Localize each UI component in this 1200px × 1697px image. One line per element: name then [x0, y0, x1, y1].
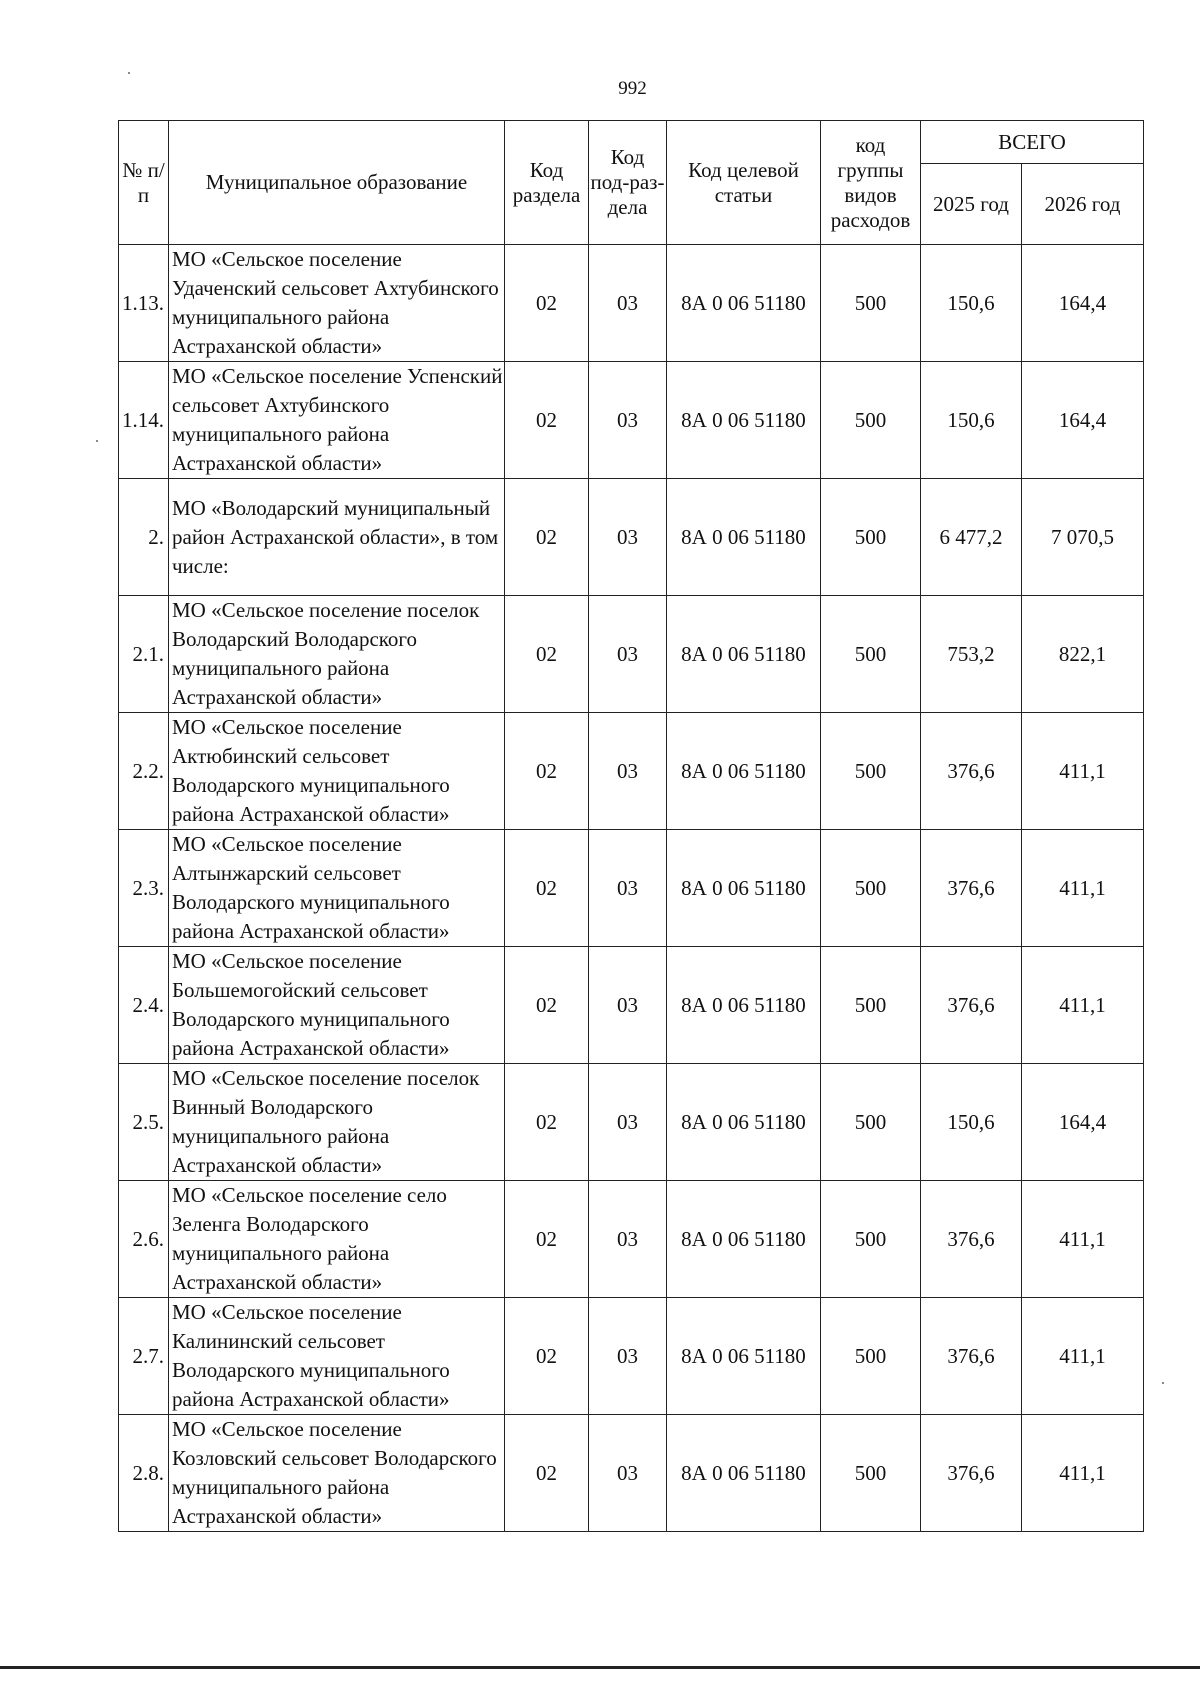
section-code: 02	[505, 947, 589, 1064]
expense-group-code: 500	[821, 245, 921, 362]
expense-group-code: 500	[821, 947, 921, 1064]
target-code: 8А 0 06 51180	[667, 830, 821, 947]
table-row	[119, 947, 1144, 1064]
target-code: 8А 0 06 51180	[667, 1181, 821, 1298]
row-number: 1.14.	[119, 362, 169, 479]
row-number: 2.4.	[119, 947, 169, 1064]
municipality-name: МО «Сельское поселение поселок Володарский Володарского муниципального района Астраханской области»	[169, 596, 505, 713]
subsection-code: 03	[589, 713, 667, 830]
scan-speck	[96, 440, 98, 442]
expense-group-code: 500	[821, 1181, 921, 1298]
value-2026: 411,1	[1022, 1181, 1144, 1298]
section-code: 02	[505, 245, 589, 362]
value-2025: 6 477,2	[921, 479, 1022, 596]
value-2026: 411,1	[1022, 713, 1144, 830]
table-row	[119, 1064, 1144, 1181]
value-2026: 7 070,5	[1022, 479, 1144, 596]
table-row	[119, 245, 1144, 362]
subsection-code: 03	[589, 1415, 667, 1532]
section-code: 02	[505, 1415, 589, 1532]
municipality-name: МО «Сельское поселение Удаченский сельсовет Ахтубинского муниципального района Астраханской области»	[169, 245, 505, 362]
value-2025: 376,6	[921, 1415, 1022, 1532]
row-number: 2.7.	[119, 1298, 169, 1415]
value-2025: 150,6	[921, 362, 1022, 479]
target-code: 8А 0 06 51180	[667, 713, 821, 830]
municipality-name: МО «Сельское поселение Большемогойский сельсовет Володарского муниципального района Астраханской области»	[169, 947, 505, 1064]
municipality-name: МО «Сельское поселение Калининский сельсовет Володарского муниципального района Астраханской области»	[169, 1298, 505, 1415]
target-code: 8А 0 06 51180	[667, 362, 821, 479]
table-row	[119, 362, 1144, 479]
target-code: 8А 0 06 51180	[667, 947, 821, 1064]
section-code: 02	[505, 479, 589, 596]
subsection-code: 03	[589, 479, 667, 596]
expense-group-code: 500	[821, 1064, 921, 1181]
value-2025: 376,6	[921, 1181, 1022, 1298]
target-code: 8А 0 06 51180	[667, 1064, 821, 1181]
value-2026: 411,1	[1022, 947, 1144, 1064]
section-code: 02	[505, 830, 589, 947]
subsection-code: 03	[589, 1064, 667, 1181]
target-code: 8А 0 06 51180	[667, 479, 821, 596]
page-number: 992	[618, 78, 647, 99]
subsection-code: 03	[589, 830, 667, 947]
row-number: 2.5.	[119, 1064, 169, 1181]
scan-speck	[128, 72, 130, 74]
municipality-name: МО «Сельское поселение Успенский сельсовет Ахтубинского муниципального района Астраханской области»	[169, 362, 505, 479]
subsection-code: 03	[589, 1298, 667, 1415]
expense-group-code: 500	[821, 830, 921, 947]
row-number: 2.	[119, 479, 169, 596]
target-code: 8А 0 06 51180	[667, 596, 821, 713]
expense-group-code: 500	[821, 1415, 921, 1532]
value-2025: 150,6	[921, 1064, 1022, 1181]
row-number: 1.13.	[119, 245, 169, 362]
row-number: 2.1.	[119, 596, 169, 713]
section-code: 02	[505, 1181, 589, 1298]
municipality-name: МО «Сельское поселение село Зеленга Володарского муниципального района Астраханской области»	[169, 1181, 505, 1298]
target-code: 8А 0 06 51180	[667, 245, 821, 362]
header-subsection: Код под-раз-дела	[589, 121, 667, 245]
expense-group-code: 500	[821, 479, 921, 596]
expense-group-code: 500	[821, 596, 921, 713]
header-name: Муниципальное образование	[169, 121, 505, 245]
scan-speck	[1162, 1382, 1164, 1384]
table-row	[119, 596, 1144, 713]
header-expense-group: код группы видов расходов	[821, 121, 921, 245]
header-total: ВСЕГО	[921, 121, 1144, 164]
row-number: 2.2.	[119, 713, 169, 830]
target-code: 8А 0 06 51180	[667, 1415, 821, 1532]
value-2025: 376,6	[921, 947, 1022, 1064]
row-number: 2.3.	[119, 830, 169, 947]
municipality-name: МО «Володарский муниципальный район Астраханской области», в том числе:	[169, 479, 505, 596]
table-row	[119, 713, 1144, 830]
section-code: 02	[505, 713, 589, 830]
target-code: 8А 0 06 51180	[667, 1298, 821, 1415]
value-2025: 376,6	[921, 1298, 1022, 1415]
municipality-name: МО «Сельское поселение Актюбинский сельсовет Володарского муниципального района Астраханской области»	[169, 713, 505, 830]
row-number: 2.6.	[119, 1181, 169, 1298]
header-target: Код целевой статьи	[667, 121, 821, 245]
value-2026: 164,4	[1022, 362, 1144, 479]
section-code: 02	[505, 1298, 589, 1415]
header-2026: 2026 год	[1022, 164, 1144, 245]
value-2025: 376,6	[921, 713, 1022, 830]
value-2026: 411,1	[1022, 1298, 1144, 1415]
table-row	[119, 1415, 1144, 1532]
value-2026: 411,1	[1022, 830, 1144, 947]
table-row	[119, 1298, 1144, 1415]
section-code: 02	[505, 596, 589, 713]
subsection-code: 03	[589, 1181, 667, 1298]
header-section: Код раздела	[505, 121, 589, 245]
value-2026: 164,4	[1022, 245, 1144, 362]
subsection-code: 03	[589, 947, 667, 1064]
header-num: № п/п	[119, 121, 169, 245]
municipality-name: МО «Сельское поселение Алтынжарский сельсовет Володарского муниципального района Астраханской области»	[169, 830, 505, 947]
value-2025: 150,6	[921, 245, 1022, 362]
subsection-code: 03	[589, 362, 667, 479]
subsection-code: 03	[589, 596, 667, 713]
table-row	[119, 1181, 1144, 1298]
municipality-name: МО «Сельское поселение поселок Винный Володарского муниципального района Астраханской области»	[169, 1064, 505, 1181]
budget-table	[118, 120, 1144, 1532]
expense-group-code: 500	[821, 713, 921, 830]
value-2025: 376,6	[921, 830, 1022, 947]
section-code: 02	[505, 1064, 589, 1181]
expense-group-code: 500	[821, 362, 921, 479]
section-code: 02	[505, 362, 589, 479]
value-2026: 822,1	[1022, 596, 1144, 713]
subsection-code: 03	[589, 245, 667, 362]
row-number: 2.8.	[119, 1415, 169, 1532]
value-2026: 411,1	[1022, 1415, 1144, 1532]
expense-group-code: 500	[821, 1298, 921, 1415]
header-2025: 2025 год	[921, 164, 1022, 245]
municipality-name: МО «Сельское поселение Козловский сельсовет Володарского муниципального района Астраханской области»	[169, 1415, 505, 1532]
value-2026: 164,4	[1022, 1064, 1144, 1181]
table-row	[119, 479, 1144, 596]
bottom-rule	[0, 1666, 1200, 1669]
table-row	[119, 830, 1144, 947]
value-2025: 753,2	[921, 596, 1022, 713]
